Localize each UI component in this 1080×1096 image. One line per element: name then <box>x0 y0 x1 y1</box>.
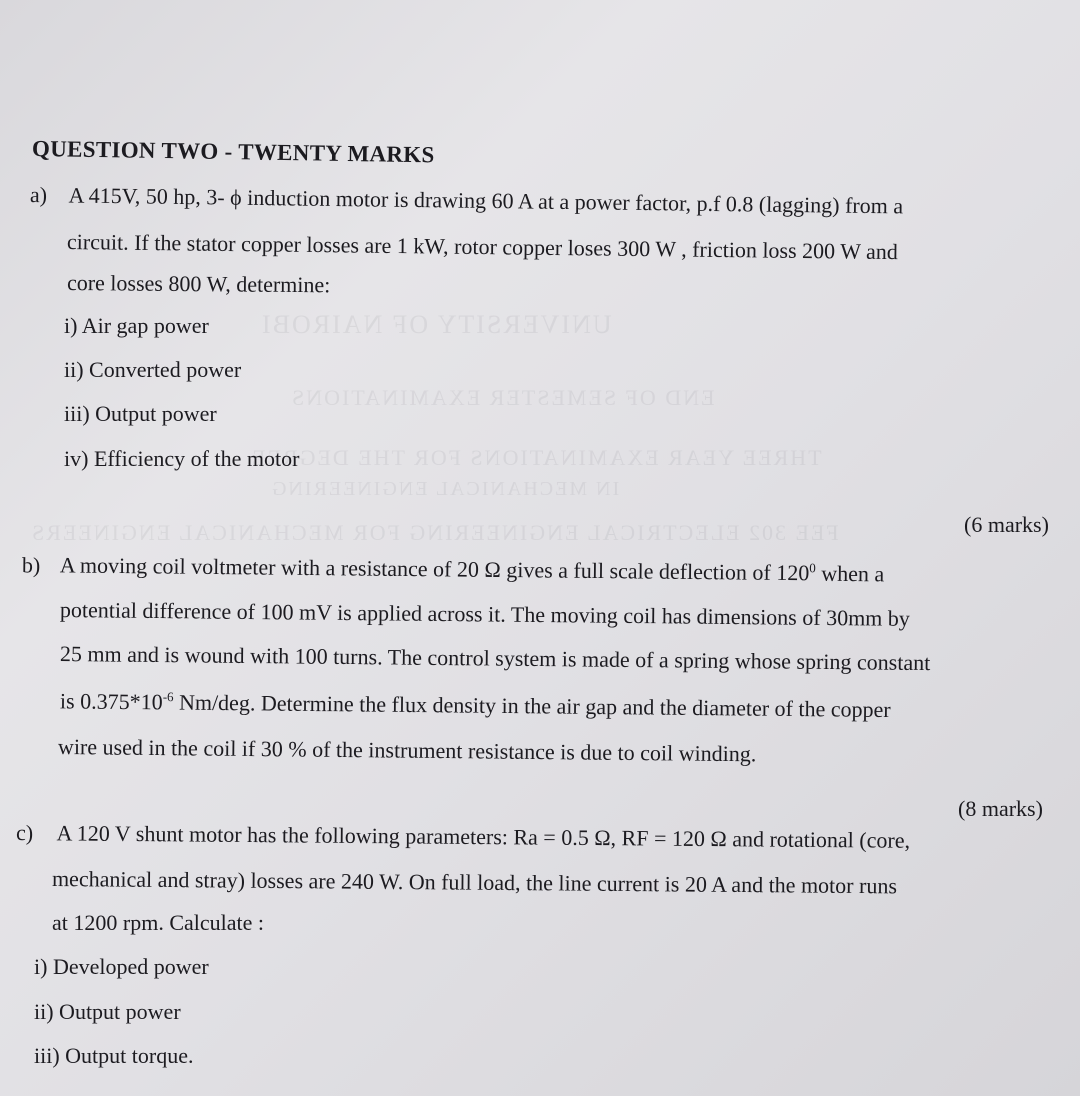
part-a-line-2: circuit. If the stator copper losses are 1 kW, rotor copper loses 300 W , friction loss 200 W and <box>66 229 899 265</box>
part-a-line-3: core losses 800 W, determine: <box>66 270 331 298</box>
part-c-item-2: ii) Output power <box>34 999 181 1024</box>
part-a-marks: (6 marks) <box>964 512 1049 537</box>
exponent-superscript: -6 <box>162 689 174 705</box>
part-b-marks: (8 marks) <box>958 796 1043 821</box>
part-b-line-1 <box>22 553 884 585</box>
part-a-line-1 <box>30 184 903 217</box>
part-c-line-3: at 1200 rpm. Calculate : <box>52 910 264 935</box>
show-through-text: UNIVERSITY OF NAIROBI <box>260 310 612 339</box>
part-b-line-3: 25 mm and is wound with 100 turns. The control system is made of a spring whose spring constant <box>59 641 931 676</box>
show-through-text: IN MECHANICAL ENGINEERING <box>270 478 620 500</box>
part-b-label: b) <box>21 552 41 578</box>
part-b-text: is 0.375*10 <box>59 688 163 715</box>
part-c-line-2: mechanical and stray) losses are 240 W. On full load, the line current is 20 A and the motor runs <box>51 866 898 899</box>
part-a-item-2: ii) Converted power <box>64 357 242 382</box>
part-a-item-4: iv) Efficiency of the motor <box>64 446 300 471</box>
degree-superscript: 0 <box>809 560 816 576</box>
part-a-label: a) <box>29 182 48 208</box>
part-c-line-1 <box>16 822 910 852</box>
part-b-line-4 <box>60 689 891 721</box>
part-b-text: A moving coil voltmeter with a resistance of 20 Ω gives a full scale deflection of 120 <box>59 552 810 586</box>
part-c-text: A 120 V shunt motor has the following parameters: Ra = 0.5 Ω, RF = 120 Ω and rotational (core, <box>56 820 911 853</box>
part-b-line-5: wire used in the coil if 30 % of the instrument resistance is due to coil winding. <box>57 734 757 767</box>
part-b-text-tail: Nm/deg. Determine the flux density in the air gap and the diameter of the copper <box>173 689 891 723</box>
show-through-text: THREE YEAR EXAMINATIONS FOR THE DEGREE <box>250 445 822 470</box>
show-through-text: END OF SEMESTER EXAMINATIONS <box>290 385 715 410</box>
part-b-text-tail: when a <box>815 560 885 587</box>
part-c-label: c) <box>15 820 34 846</box>
part-c-item-1: i) Developed power <box>34 954 209 979</box>
part-a-text: A 415V, 50 hp, 3- ϕ induction motor is drawing 60 A at a power factor, p.f 0.8 (lagging) from a <box>68 182 904 219</box>
part-b-line-2: potential difference of 100 mV is applied across it. The moving coil has dimensions of 30mm by <box>59 597 911 631</box>
show-through-text: FEE 302 ELECTRICAL ENGINEERING FOR MECHANICAL ENGINEERS <box>30 520 839 545</box>
part-a-item-3: iii) Output power <box>64 401 217 426</box>
question-heading: QUESTION TWO - TWENTY MARKS <box>31 136 435 168</box>
part-a-item-1: i) Air gap power <box>64 313 209 338</box>
part-c-item-3: iii) Output torque. <box>34 1043 194 1068</box>
